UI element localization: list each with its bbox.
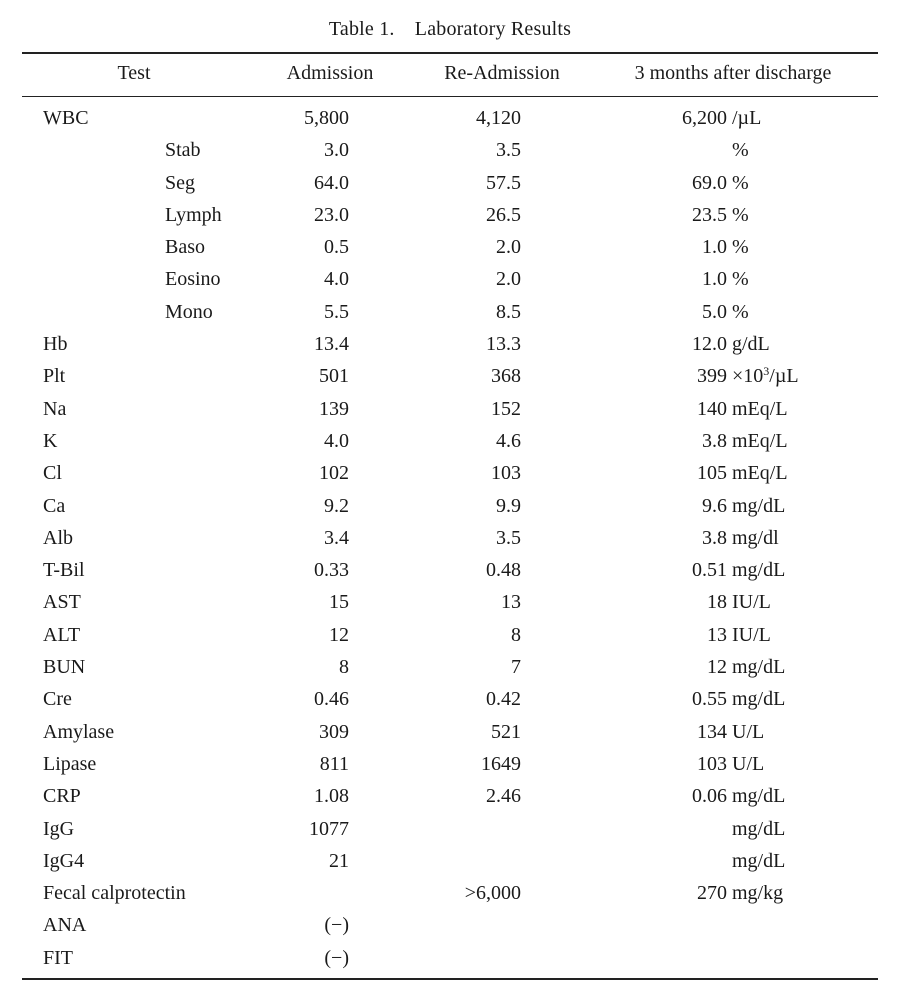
unit-cell (732, 393, 788, 425)
admission-cell: 139 (319, 397, 349, 420)
unit-text: mg/dL (732, 817, 786, 840)
three-months-cell: 3.8 (702, 429, 727, 452)
table-row (0, 457, 900, 489)
admission-cell: (−) (324, 914, 349, 937)
table-body (0, 102, 900, 974)
admission-cell: 102 (319, 462, 349, 485)
three-months-cell: 140 (697, 397, 727, 420)
table-row (0, 490, 900, 522)
table-row (0, 942, 900, 974)
table-row (0, 360, 900, 392)
admission-cell: 3.4 (324, 526, 349, 549)
test-name-cell: Fecal calprotectin (43, 882, 186, 905)
unit-cell (732, 586, 771, 618)
unit-text: U/L (732, 752, 765, 775)
table-row (0, 845, 900, 877)
test-name-cell: Mono (165, 300, 213, 323)
table-row (0, 683, 900, 715)
table-row (0, 522, 900, 554)
admission-cell: 1.08 (314, 785, 349, 808)
unit-cell (732, 134, 749, 166)
readmission-cell: 368 (491, 365, 521, 388)
unit-text: g/dL (732, 333, 770, 356)
unit-text: mEq/L (732, 397, 788, 420)
three-months-cell: 18 (707, 591, 727, 614)
unit-cell (732, 360, 799, 392)
unit-cell (732, 619, 771, 651)
unit-cell (732, 877, 783, 909)
unit-superscript: 3 (763, 364, 770, 379)
table-row (0, 651, 900, 683)
test-name-cell: Lymph (165, 203, 222, 226)
readmission-cell: 4.6 (496, 429, 521, 452)
readmission-cell: 3.5 (496, 526, 521, 549)
admission-cell: 21 (329, 849, 349, 872)
table-row (0, 263, 900, 295)
three-months-cell: 105 (697, 462, 727, 485)
unit-text: % (732, 203, 749, 226)
unit-text: % (732, 268, 749, 291)
test-name-cell: T-Bil (43, 559, 85, 582)
three-months-cell: 0.51 (692, 559, 727, 582)
unit-cell (732, 813, 785, 845)
unit-text: mg/dL (732, 494, 786, 517)
admission-cell: 0.33 (314, 559, 349, 582)
admission-cell: 15 (329, 591, 349, 614)
admission-cell: 12 (329, 623, 349, 646)
unit-text: mEq/L (732, 462, 788, 485)
table-row (0, 813, 900, 845)
header-test: Test (117, 62, 151, 84)
test-name-cell: K (43, 429, 58, 452)
readmission-cell: 103 (491, 462, 521, 485)
three-months-cell: 23.5 (692, 203, 727, 226)
readmission-cell: 8.5 (496, 300, 521, 323)
test-name-cell: Stab (165, 139, 201, 162)
admission-cell: 3.0 (324, 139, 349, 162)
three-months-cell: 399 (697, 365, 727, 388)
unit-text: IU/L (732, 623, 771, 646)
admission-cell: 23.0 (314, 203, 349, 226)
readmission-cell: 9.9 (496, 494, 521, 517)
test-name-cell: Hb (43, 333, 68, 356)
table-row (0, 102, 900, 134)
readmission-cell: 2.0 (496, 268, 521, 291)
unit-cell (732, 167, 749, 199)
test-name-cell: IgG (43, 817, 75, 840)
unit-text: mg/dL (732, 849, 786, 872)
test-name-cell: IgG4 (43, 849, 85, 872)
three-months-cell: 6,200 (682, 107, 727, 129)
unit-cell (732, 231, 749, 263)
three-months-cell: 270 (697, 882, 727, 905)
unit-cell (732, 102, 761, 134)
table-row (0, 134, 900, 166)
unit-cell (732, 522, 779, 554)
header-readmission: Re-Admission (444, 62, 560, 84)
readmission-cell: 2.46 (486, 785, 521, 808)
header-three-months: 3 months after discharge (634, 62, 832, 84)
readmission-cell: 4,120 (476, 107, 521, 129)
unit-text: % (732, 139, 749, 162)
unit-text: mg/dL (732, 688, 786, 711)
three-months-cell: 12.0 (692, 333, 727, 356)
unit-text: ×10 (732, 365, 764, 388)
admission-cell: 9.2 (324, 494, 349, 517)
three-months-cell: 9.6 (702, 494, 727, 517)
header-rule (22, 96, 878, 97)
table-row (0, 231, 900, 263)
admission-cell: 5,800 (304, 107, 349, 129)
unit-cell (732, 554, 785, 586)
readmission-cell: 0.42 (486, 688, 521, 711)
readmission-cell: 3.5 (496, 139, 521, 162)
admission-cell: 4.0 (324, 429, 349, 452)
unit-text: mg/dl (732, 526, 779, 549)
readmission-cell: 57.5 (486, 171, 521, 194)
test-name-cell: Alb (43, 526, 73, 549)
unit-cell (732, 425, 788, 457)
table-row (0, 425, 900, 457)
readmission-cell: 13 (501, 591, 521, 614)
table-row (0, 748, 900, 780)
three-months-cell: 5.0 (702, 300, 727, 323)
three-months-cell: 0.55 (692, 688, 727, 711)
readmission-cell: 2.0 (496, 236, 521, 259)
three-months-cell: 0.06 (692, 785, 727, 808)
table-row (0, 586, 900, 618)
admission-cell: 64.0 (314, 171, 349, 194)
unit-text: mEq/L (732, 429, 788, 452)
readmission-cell: 26.5 (486, 203, 521, 226)
unit-cell (732, 263, 749, 295)
admission-cell: 811 (319, 752, 349, 775)
bottom-rule (22, 978, 878, 980)
table-row (0, 393, 900, 425)
unit-text: % (732, 171, 749, 194)
admission-cell: 13.4 (314, 333, 349, 356)
unit-text: mg/dL (732, 785, 786, 808)
readmission-cell: 1649 (481, 752, 521, 775)
test-name-cell: CRP (43, 785, 81, 808)
test-name-cell: AST (43, 591, 81, 614)
unit-cell (732, 716, 764, 748)
readmission-cell: 8 (511, 623, 521, 646)
header-admission: Admission (286, 62, 374, 84)
readmission-cell: 13.3 (486, 333, 521, 356)
admission-cell: 4.0 (324, 268, 349, 291)
three-months-cell: 103 (697, 752, 727, 775)
test-name-cell: ALT (43, 623, 81, 646)
admission-cell: 5.5 (324, 300, 349, 323)
test-name-cell: Eosino (165, 268, 221, 291)
test-name-cell: ANA (43, 914, 87, 937)
test-name-cell: WBC (43, 107, 89, 129)
table-row (0, 909, 900, 941)
test-name-cell: Cl (43, 462, 62, 485)
admission-cell: 0.46 (314, 688, 349, 711)
readmission-cell: 521 (491, 720, 521, 743)
table-row (0, 554, 900, 586)
unit-cell (732, 199, 749, 231)
three-months-cell: 3.8 (702, 526, 727, 549)
readmission-cell: >6,000 (464, 882, 521, 905)
unit-text: U/L (732, 720, 765, 743)
three-months-cell: 134 (697, 720, 727, 743)
table-row (0, 716, 900, 748)
admission-cell: 0.5 (324, 236, 349, 259)
test-name-cell: Cre (43, 688, 72, 711)
table-row (0, 296, 900, 328)
unit-text: /µL (732, 107, 762, 129)
test-name-cell: Lipase (43, 752, 97, 775)
readmission-cell: 0.48 (486, 559, 521, 582)
test-name-cell: Ca (43, 494, 66, 517)
unit-cell (732, 490, 785, 522)
unit-text: % (732, 236, 749, 259)
test-name-cell: FIT (43, 946, 73, 969)
unit-text: % (732, 300, 749, 323)
test-name-cell: Na (43, 397, 67, 420)
admission-cell: 8 (339, 656, 349, 679)
test-name-cell: Amylase (43, 720, 115, 743)
unit-cell (732, 845, 785, 877)
test-name-cell: Seg (165, 171, 195, 194)
test-name-cell: Baso (165, 236, 205, 259)
table-caption: Table 1. Laboratory Results (328, 18, 572, 40)
three-months-cell: 1.0 (702, 268, 727, 291)
three-months-cell: 1.0 (702, 236, 727, 259)
three-months-cell: 69.0 (692, 171, 727, 194)
unit-cell (732, 748, 764, 780)
admission-cell: 309 (319, 720, 349, 743)
table-row (0, 199, 900, 231)
table-row (0, 780, 900, 812)
readmission-cell: 7 (511, 656, 521, 679)
unit-text: IU/L (732, 591, 771, 614)
unit-suffix: /µL (769, 365, 799, 388)
unit-cell (732, 780, 785, 812)
unit-cell (732, 328, 770, 360)
unit-text: mg/dL (732, 656, 786, 679)
unit-cell (732, 683, 785, 715)
top-rule (22, 52, 878, 54)
unit-cell (732, 651, 785, 683)
readmission-cell: 152 (491, 397, 521, 420)
admission-cell: 1077 (309, 817, 349, 840)
admission-cell: 501 (319, 365, 349, 388)
table-row (0, 328, 900, 360)
unit-cell (732, 457, 788, 489)
three-months-cell: 12 (707, 656, 727, 679)
unit-cell (732, 296, 749, 328)
test-name-cell: BUN (43, 656, 86, 679)
table-row (0, 877, 900, 909)
three-months-cell: 13 (707, 623, 727, 646)
unit-text: mg/dL (732, 559, 786, 582)
test-name-cell: Plt (43, 365, 66, 388)
table-row (0, 167, 900, 199)
table-row (0, 619, 900, 651)
unit-text: mg/kg (732, 882, 784, 905)
admission-cell: (−) (324, 946, 349, 969)
